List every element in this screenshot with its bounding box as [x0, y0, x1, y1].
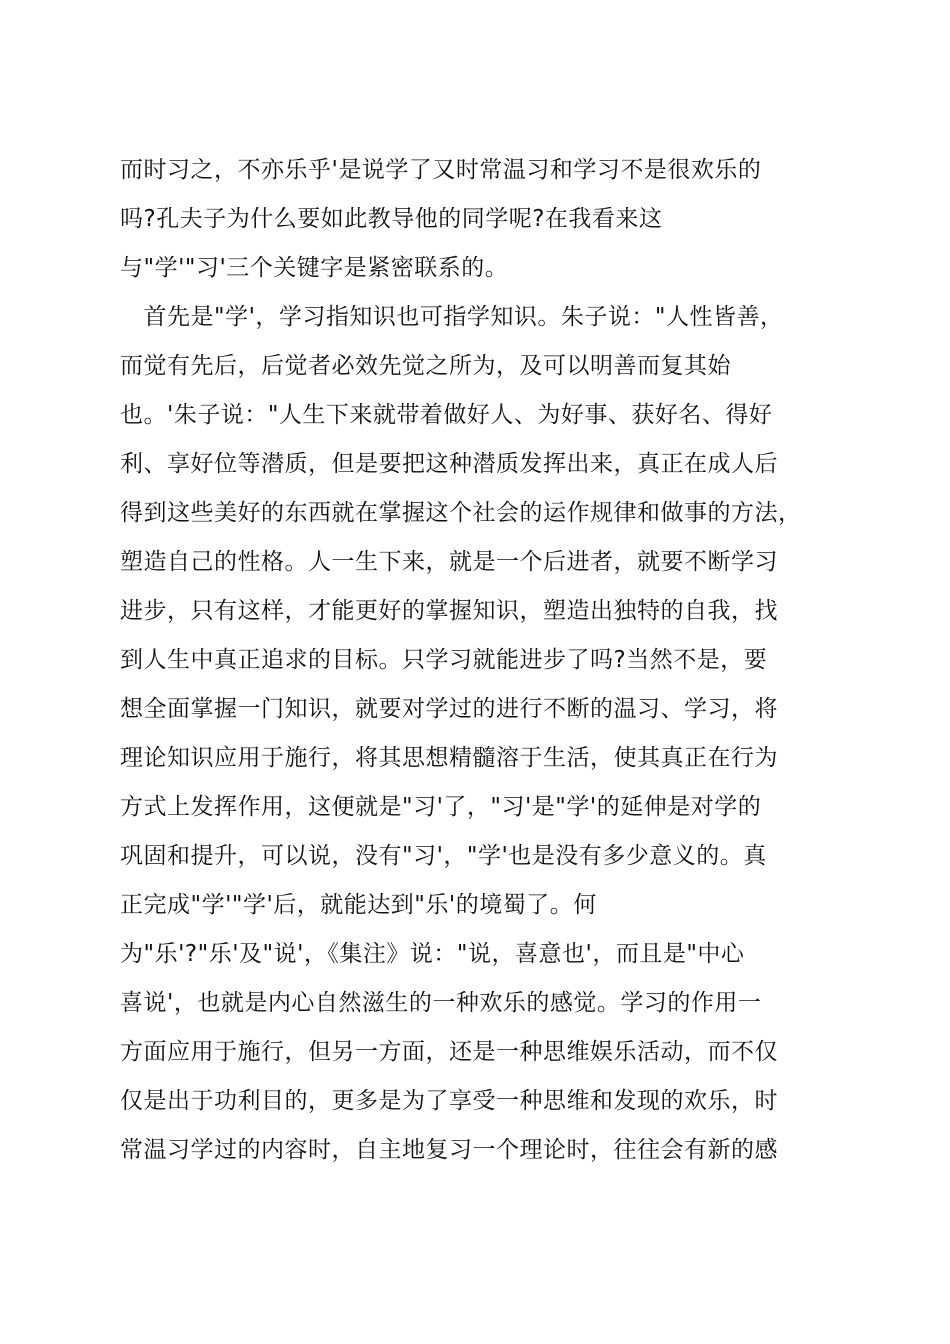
text-line: 到人生中真正追求的目标。只学习就能进步了吗?当然不是，要 [120, 647, 768, 673]
text-line: 理论知识应用于施行，将其思想精髓溶于生活，使其真正在行为 [120, 745, 778, 771]
text-line: 想全面掌握一门知识，就要对学过的进行不断的温习、学习，将 [120, 696, 778, 722]
document-body [120, 146, 840, 1175]
text-line: 首先是"学'，学习指知识也可指学知识。朱子说："人性皆善， [120, 304, 784, 330]
text-line: 常温习学过的内容时，自主地复习一个理论时，往往会有新的感 [120, 1137, 778, 1163]
text-line: 为"乐'?"乐'及"说'，《集注》说："说，喜意也'，而且是"中心 [120, 941, 745, 967]
text-line: 与"学'"习'三个关键字是紧密联系的。 [120, 255, 509, 281]
text-line: 也。'朱子说："人生下来就带着做好人、为好事、获好名、得好 [120, 402, 773, 428]
text-line: 方面应用于施行，但另一方面，还是一种思维娱乐活动，而不仅 [120, 1039, 778, 1065]
text-line: 喜说'，也就是内心自然滋生的一种欢乐的感觉。学习的作用一 [120, 990, 762, 1016]
text-line: 进步，只有这样，才能更好的掌握知识，塑造出独特的自我，找 [120, 598, 778, 624]
text-line: 仅是出于功利目的，更多是为了享受一种思维和发现的欢乐，时 [120, 1088, 778, 1114]
text-line: 塑造自己的性格。人一生下来，就是一个后进者，就要不断学习 [120, 549, 778, 575]
text-line: 方式上发挥作用，这便就是"习'了，"习'是"学'的延伸是对学的 [120, 794, 762, 820]
text-line: 而时习之，不亦乐乎'是说学了又时常温习和学习不是很欢乐的 [120, 157, 762, 183]
text-line: 利、享好位等潜质，但是要把这种潜质发挥出来，真正在成人后 [120, 451, 778, 477]
text-line: 正完成"学'"学'后，就能达到"乐'的境蜀了。何 [120, 892, 597, 918]
text-line: 得到这些美好的东西就在掌握这个社会的运作规律和做事的方法， [120, 500, 802, 526]
text-line: 巩固和提升，可以说，没有"习'，"学'也是没有多少意义的。真 [120, 843, 767, 869]
text-line: 而觉有先后，后觉者必效先觉之所为，及可以明善而复其始 [120, 353, 731, 379]
text-line: 吗?孔夫子为什么要如此教导他的同学呢?在我看来这 [120, 206, 663, 232]
